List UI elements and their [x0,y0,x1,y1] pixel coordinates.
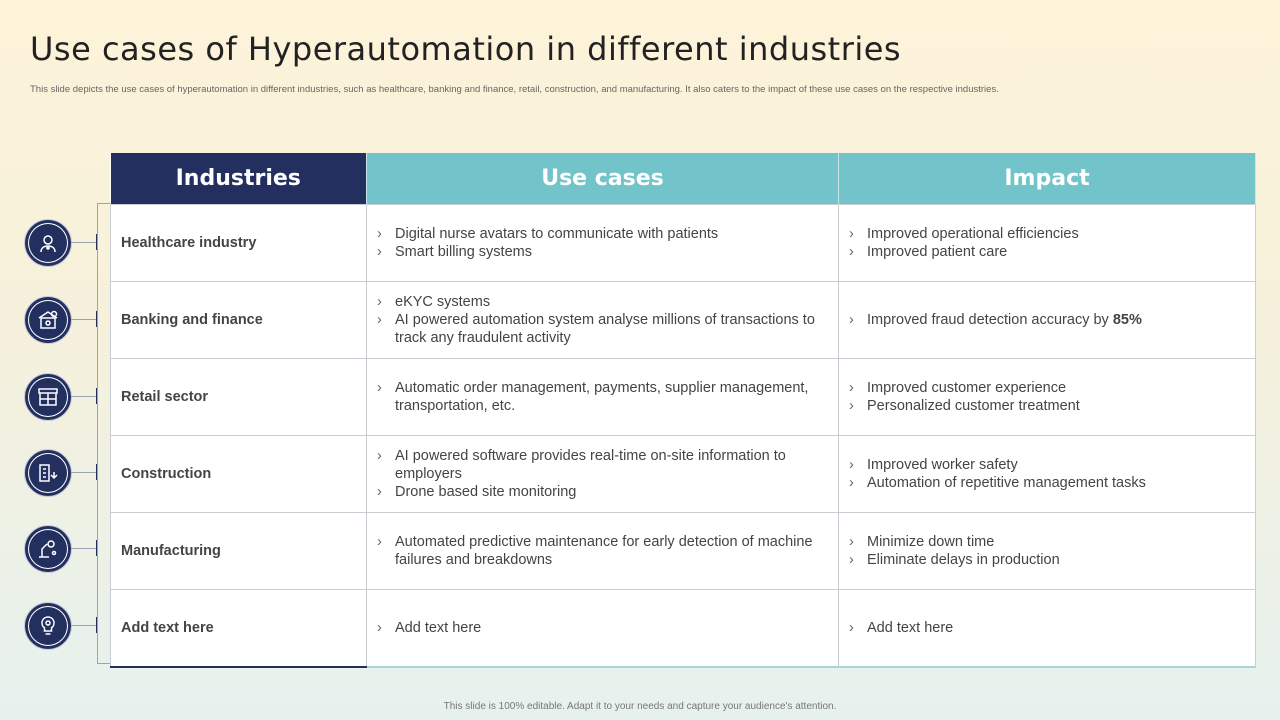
impact-cell [839,282,1256,359]
list-item: › Improved fraud detection accuracy by 85% [867,311,1241,329]
list-item: › Add text here [395,619,824,637]
industry-cell: Add text here [111,590,367,668]
list-item: › Personalized customer treatment [867,397,1241,415]
list-item: › Improved customer experience [867,379,1241,397]
icon-bracket [97,203,110,664]
footer-note: This slide is 100% editable. Adapt it to your needs and capture your audience's attention. [443,701,837,712]
page-title: Use cases of Hyperautomation in different industries [30,30,902,68]
list-item: › Automation of repetitive management tasks [867,474,1241,492]
list-item: › Drone based site monitoring [395,483,824,501]
list-item: › Digital nurse avatars to communicate with patients [395,225,824,243]
icon-row-construction [24,449,104,497]
use-cases-cell [367,513,839,590]
icon-row-banking [24,296,104,344]
list-item: › Improved patient care [867,243,1241,261]
impact-cell [839,436,1256,513]
industry-cell: Retail sector [111,359,367,436]
list-item: › Automated predictive maintenance for early detection of machine failures and breakdowns [395,533,824,569]
list-item: › Eliminate delays in production [867,551,1241,569]
header-impact: Impact [839,153,1256,205]
list-item: › AI powered automation system analyse millions of transactions to track any fraudulent activity [395,311,824,347]
impact-cell [839,513,1256,590]
table-row [111,282,1256,359]
list-item: › Improved operational efficiencies [867,225,1241,243]
use-cases-cell [367,282,839,359]
use-cases-cell [367,590,839,668]
list-item: › Smart billing systems [395,243,824,261]
impact-cell [839,359,1256,436]
list-item: › eKYC systems [395,293,824,311]
icon-row-add [24,602,104,650]
use-cases-cell [367,205,839,282]
icon-row-healthcare [24,219,104,267]
list-item: › Minimize down time [867,533,1241,551]
use-cases-cell [367,359,839,436]
industry-cell: Healthcare industry [111,205,367,282]
table-row [111,205,1256,282]
table-row [111,590,1256,668]
industry-cell: Banking and finance [111,282,367,359]
header-industries: Industries [111,153,367,205]
page-subtitle: This slide depicts the use cases of hyperautomation in different industries, such as healthcare, banking and finance, retail, construction, and manufacturing. It also caters to the impact of these use cases on the respective industries. [30,84,999,95]
impact-highlight: 85% [1112,312,1142,328]
bank-icon [24,296,72,344]
icon-row-retail [24,373,104,421]
header-use-cases: Use cases [367,153,839,205]
use-cases-cell [367,436,839,513]
table-row [111,436,1256,513]
building-icon [24,449,72,497]
icon-row-manufacturing [24,525,104,573]
list-item: › Improved worker safety [867,456,1241,474]
table-header-row [111,153,1256,205]
list-item: › Automatic order management, payments, supplier management, transportation, etc. [395,379,824,415]
table-row [111,513,1256,590]
use-cases-table [110,153,1256,668]
impact-cell [839,590,1256,668]
list-item: › AI powered software provides real-time on-site information to employers [395,447,824,483]
industry-cell: Construction [111,436,367,513]
store-icon [24,373,72,421]
impact-cell [839,205,1256,282]
table-row [111,359,1256,436]
industry-cell: Manufacturing [111,513,367,590]
robot-arm-icon [24,525,72,573]
doctor-icon [24,219,72,267]
lightbulb-icon [24,602,72,650]
list-item: › Add text here [867,619,1241,637]
